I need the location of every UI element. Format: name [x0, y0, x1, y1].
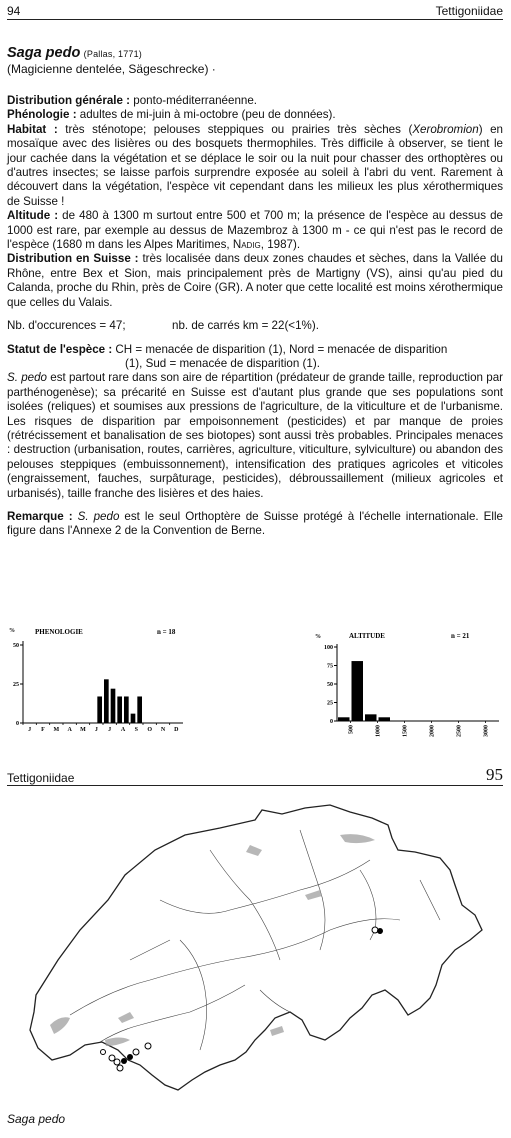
pheno-month-label: O	[147, 727, 153, 733]
family-header-95: Tettigoniidae	[7, 771, 75, 785]
pheno-month-label: J	[108, 727, 112, 733]
pheno-month-label: F	[41, 727, 45, 733]
common-names: (Magicienne dentelée, Sägeschrecke)	[7, 62, 209, 76]
distribution-generale: Distribution générale : ponto-méditerranéenne.	[7, 94, 258, 107]
alt-x-tick-label: 500	[348, 725, 355, 734]
alt-y-tick-label: 25	[327, 700, 333, 707]
species-name: Saga pedo	[7, 45, 81, 61]
nb-carres: nb. de carrés km = 22(<1%).	[172, 319, 319, 333]
alt-y-tick-label: 0	[330, 719, 333, 725]
pheno-bar	[137, 696, 142, 723]
alt-y-tick-label: 75	[327, 663, 333, 670]
alt-bar	[338, 717, 350, 721]
pheno-bar	[131, 714, 136, 723]
habitat: Habitat : très sténotope; pelouses steppiques ou prairies très sèches (Xerobromion) en mosaïque avec des lisières ou des bosquets thermophiles. Très difficile à observer, se tient le jour cachée dans la végétation et se déplace le soir ou la nuit pour chasser des orthoptères ou d'autres insectes; se laisse parfois surprendre exposée au soleil à l'abri du vent. Rarement à découvert dans la végétation, l'espèce vit cependant dans les milieux les plus xérothermiques de Suisse !	[7, 122, 503, 208]
altitude: Altitude : de 480 à 1300 m surtout entre 500 et 700 m; la présence de l'espèce au dessus de 1000 est rare, par exemple au dessus de Mazembroz à 1300 m - ce qui n'est pas le record de l'espèce (1680 m dans les Alpes Maritimes, Nadig, 1987).	[7, 209, 503, 252]
pheno-month-label: A	[67, 727, 72, 733]
alt-x-tick-label: 2500	[456, 725, 463, 737]
pheno-y-tick-label: 0	[16, 721, 19, 727]
pheno-title: PHENOLOGIE	[35, 628, 83, 636]
pheno-month-label: D	[174, 727, 179, 733]
alt-unit: %	[315, 634, 321, 640]
distribution-map	[0, 790, 511, 1110]
statut-continued: (1), Sud = menacée de disparition (1).	[125, 356, 320, 370]
pheno-month-label: N	[160, 727, 166, 733]
alt-x-tick-label: 1500	[402, 725, 409, 737]
stray-mark: ·	[211, 62, 216, 76]
map-caption: Saga pedo	[7, 1112, 66, 1126]
alt-bar	[365, 714, 377, 721]
alt-y-tick-label: 100	[324, 645, 333, 651]
phenology-chart	[9, 628, 183, 733]
alt-y-tick-label: 50	[327, 682, 333, 688]
pheno-month-label: A	[120, 727, 126, 733]
pheno-month-label: J	[94, 727, 98, 733]
pheno-bar	[111, 689, 116, 723]
alt-x-tick-label: 1000	[375, 725, 382, 737]
distribution-suisse: Distribution en Suisse : très localisée dans deux zones chaudes et sèches, dans la Vallée du Rhône, entre Bex et Sion, mais principalement près de Martigny (VS), ainsi qu'au pied du Calanda, proche du Rhin, près de Coire (GR). A noter que cette localité est moins xérothermique que celles du Valais.	[7, 252, 503, 309]
pheno-n: n = 18	[157, 628, 176, 636]
altitude-chart	[315, 632, 499, 737]
page-number-95: 95	[486, 765, 503, 784]
threats-paragraph: S. pedo est partout rare dans son aire de répartition (prédateur de grande taille, reproduction par parthénogenèse); sa précarité en Suisse est d'autant plus grande que ses populations sont isolées (reliques) et soumises aux pressions de l'agriculture, de la viticulture et de l'urbanisme. Les risques de disparition par empoisonnement (pesticides) et par manque de proies (rétrécissement et banalisation de ses biotopes) sont aussi très probables. Principales menaces : destruction (urbanisation, routes, carrières, agriculture, viticulture, sylviculture) ou abandon des pelouses steppiques (embuissonnement), intensification des pratiques agricoles et viticoles (engraissement, fauches, surpâturage, pesticides), débroussaillement (milieux agricoles et urbanisés), taille franche des lisières et des haies.	[7, 371, 503, 500]
occurrence-dots	[101, 927, 384, 1071]
pheno-bar	[97, 696, 102, 723]
family-header: Tettigoniidae	[435, 4, 503, 18]
nb-occurences: Nb. d'occurences = 47;	[7, 319, 126, 333]
page-number: 94	[7, 4, 21, 18]
occurrence-counts	[7, 319, 503, 333]
alt-bar	[379, 717, 391, 721]
alt-x-tick-label: 2000	[429, 725, 436, 737]
pheno-y-tick-label: 25	[13, 682, 19, 688]
alt-n: n = 21	[451, 632, 470, 640]
pheno-bar	[124, 696, 129, 723]
species-author: (Pallas, 1771)	[83, 49, 143, 59]
pheno-unit: %	[9, 628, 15, 634]
remarque: Remarque : S. pedo est le seul Orthoptère de Suisse protégé à l'échelle internationale. Elle figure dans l'Annexe 2 de la Convention de Berne.	[7, 509, 503, 538]
species-text	[7, 94, 503, 539]
alt-bar	[352, 661, 364, 721]
alt-title: ALTITUDE	[349, 632, 385, 640]
alt-x-tick-label: 3000	[483, 725, 490, 737]
statut: Statut de l'espèce : CH = menacée de disparition (1), Nord = menacée de disparition	[7, 342, 448, 356]
pheno-month-label: M	[53, 727, 60, 733]
pheno-month-label: S	[134, 727, 139, 733]
running-header-95	[7, 765, 503, 786]
pheno-y-tick-label: 50	[13, 643, 19, 649]
pheno-month-label: M	[80, 727, 86, 733]
pheno-bar	[104, 679, 109, 723]
species-title-block	[7, 46, 503, 77]
pheno-month-label: J	[28, 727, 32, 733]
phenologie: Phénologie : adultes de mi-juin à mi-octobre (peu de données).	[7, 108, 336, 122]
pheno-bar	[117, 696, 122, 723]
charts	[7, 620, 503, 745]
running-header-94	[7, 4, 503, 20]
